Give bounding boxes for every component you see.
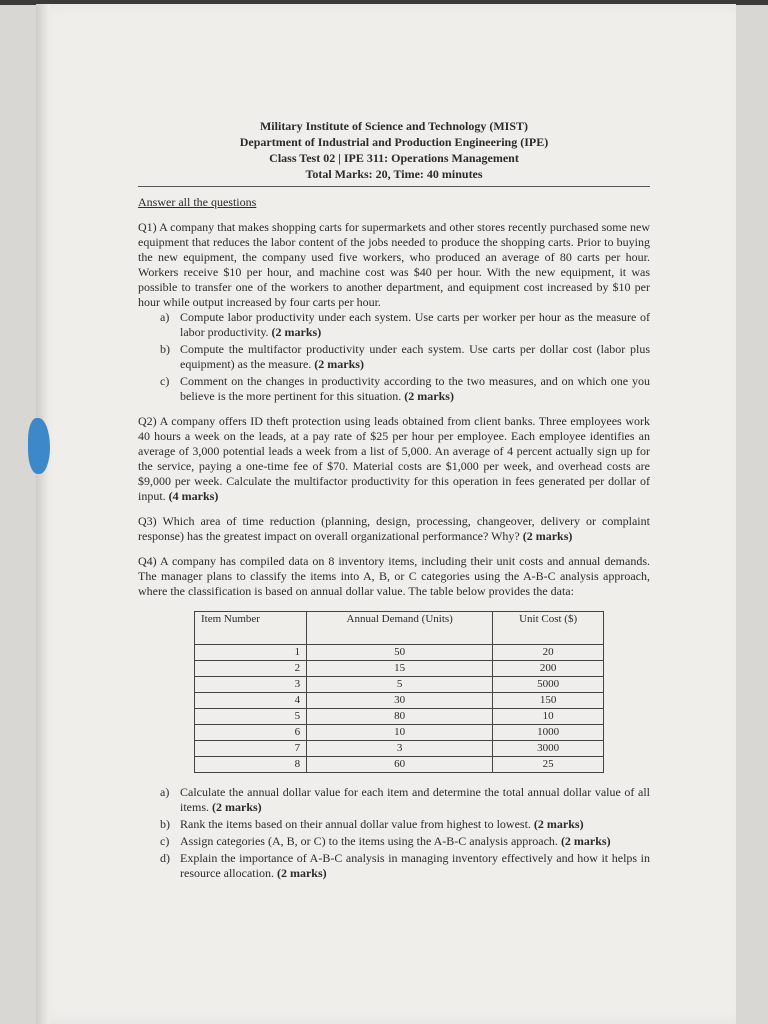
question-1	[138, 220, 650, 404]
institute-name: Military Institute of Science and Technology (MIST)	[259, 119, 528, 133]
question-3-marks: (2 marks)	[522, 529, 573, 543]
question-4-label: Q4)	[138, 554, 157, 568]
q1-part-c: c) Comment on the changes in productivity according to the two measures, and on which one you believe is the more pertinent for this situation. (2 marks)	[160, 374, 650, 403]
marks-time: Total Marks: 20, Time: 40 minutes	[305, 167, 483, 181]
question-3-label: Q3)	[138, 514, 157, 528]
table-row: 3 5 5000	[195, 677, 604, 693]
instruction: Answer all the questions	[138, 195, 257, 209]
question-3-text: Which area of time reduction (planning, design, processing, changeover, delivery or complaint response) has the greatest impact on overall organizational performance? Why?	[138, 514, 650, 543]
exam-header	[138, 118, 650, 182]
question-3	[138, 514, 650, 544]
q4-part-c: c) Assign categories (A, B, or C) to the items using the A-B-C analysis approach. (2 marks)	[160, 834, 611, 848]
q4-part-d: d) Explain the importance of A-B-C analysis in managing inventory effectively and how it helps in resource allocation. (2 marks)	[160, 851, 650, 880]
question-1-parts	[138, 310, 650, 404]
question-2	[138, 414, 650, 504]
table-row: 4 30 150	[195, 693, 604, 709]
question-1-label: Q1)	[138, 220, 157, 234]
blue-mark	[28, 418, 50, 474]
table-header-row	[195, 612, 604, 645]
col-header-unit-cost: Unit Cost ($)	[493, 612, 604, 645]
q4-part-a: a) Calculate the annual dollar value for each item and determine the total annual dollar value of all items. (2 marks)	[160, 785, 650, 814]
question-1-text: A company that makes shopping carts for supermarkets and other stores recently purchased some new equipment that reduces the labor content of the jobs needed to produce the shopping carts. Prior to buying the new equipment, the company used five workers, who produced an average of 80 carts per hour. Workers receive $10 per hour, and machine cost was $40 per hour. With the new equipment, it was possible to transfer one of the workers to another department, and equipment cost increased by $10 per hour while output increased by four carts per hour.	[138, 220, 650, 309]
table-row: 5 80 10	[195, 709, 604, 725]
q1-part-a: a) Compute labor productivity under each system. Use carts per worker per hour as the measure of labor productivity. (2 marks)	[160, 310, 650, 339]
table-row: 7 3 3000	[195, 741, 604, 757]
col-header-item-number: Item Number	[195, 612, 307, 645]
exam-content	[138, 118, 650, 891]
header-divider	[138, 186, 650, 187]
department-name: Department of Industrial and Production Engineering (IPE)	[239, 135, 549, 149]
question-4-parts	[138, 785, 650, 881]
col-header-annual-demand: Annual Demand (Units)	[307, 612, 493, 645]
table-row: 1 50 20	[195, 645, 604, 661]
course-title: Class Test 02 | IPE 311: Operations Management	[269, 151, 519, 165]
table-row: 8 60 25	[195, 757, 604, 773]
q4-part-b: b) Rank the items based on their annual dollar value from highest to lowest. (2 marks)	[160, 817, 584, 831]
q1-part-b: b) Compute the multifactor productivity under each system. Use carts per dollar cost (labor plus equipment) as the measure. (2 marks)	[160, 342, 650, 371]
question-2-text: A company offers ID theft protection using leads obtained from client banks. Three employees work 40 hours a week on the leads, at a pay rate of $25 per hour per employee. Each employee identifies an average of 3,000 potential leads a week from a list of 5,000. An average of 4 percent actually sign up for the service, paying a one-time fee of $70. Material costs are $1,000 per week, and overhead costs are $9,000 per week. Calculate the multifactor productivity for this operation in fees generated per dollar of input.	[138, 414, 650, 503]
question-2-marks: (4 marks)	[168, 489, 219, 503]
table-row: 2 15 200	[195, 661, 604, 677]
question-2-label: Q2)	[138, 414, 157, 428]
inventory-table	[194, 611, 604, 773]
question-4-text: A company has compiled data on 8 inventory items, including their unit costs and annual demands. The manager plans to classify the items into A, B, or C categories using the A-B-C analysis approach, where the classification is based on annual dollar value. The table below provides the data:	[138, 554, 650, 598]
table-row: 6 10 1000	[195, 725, 604, 741]
question-4	[138, 554, 650, 881]
